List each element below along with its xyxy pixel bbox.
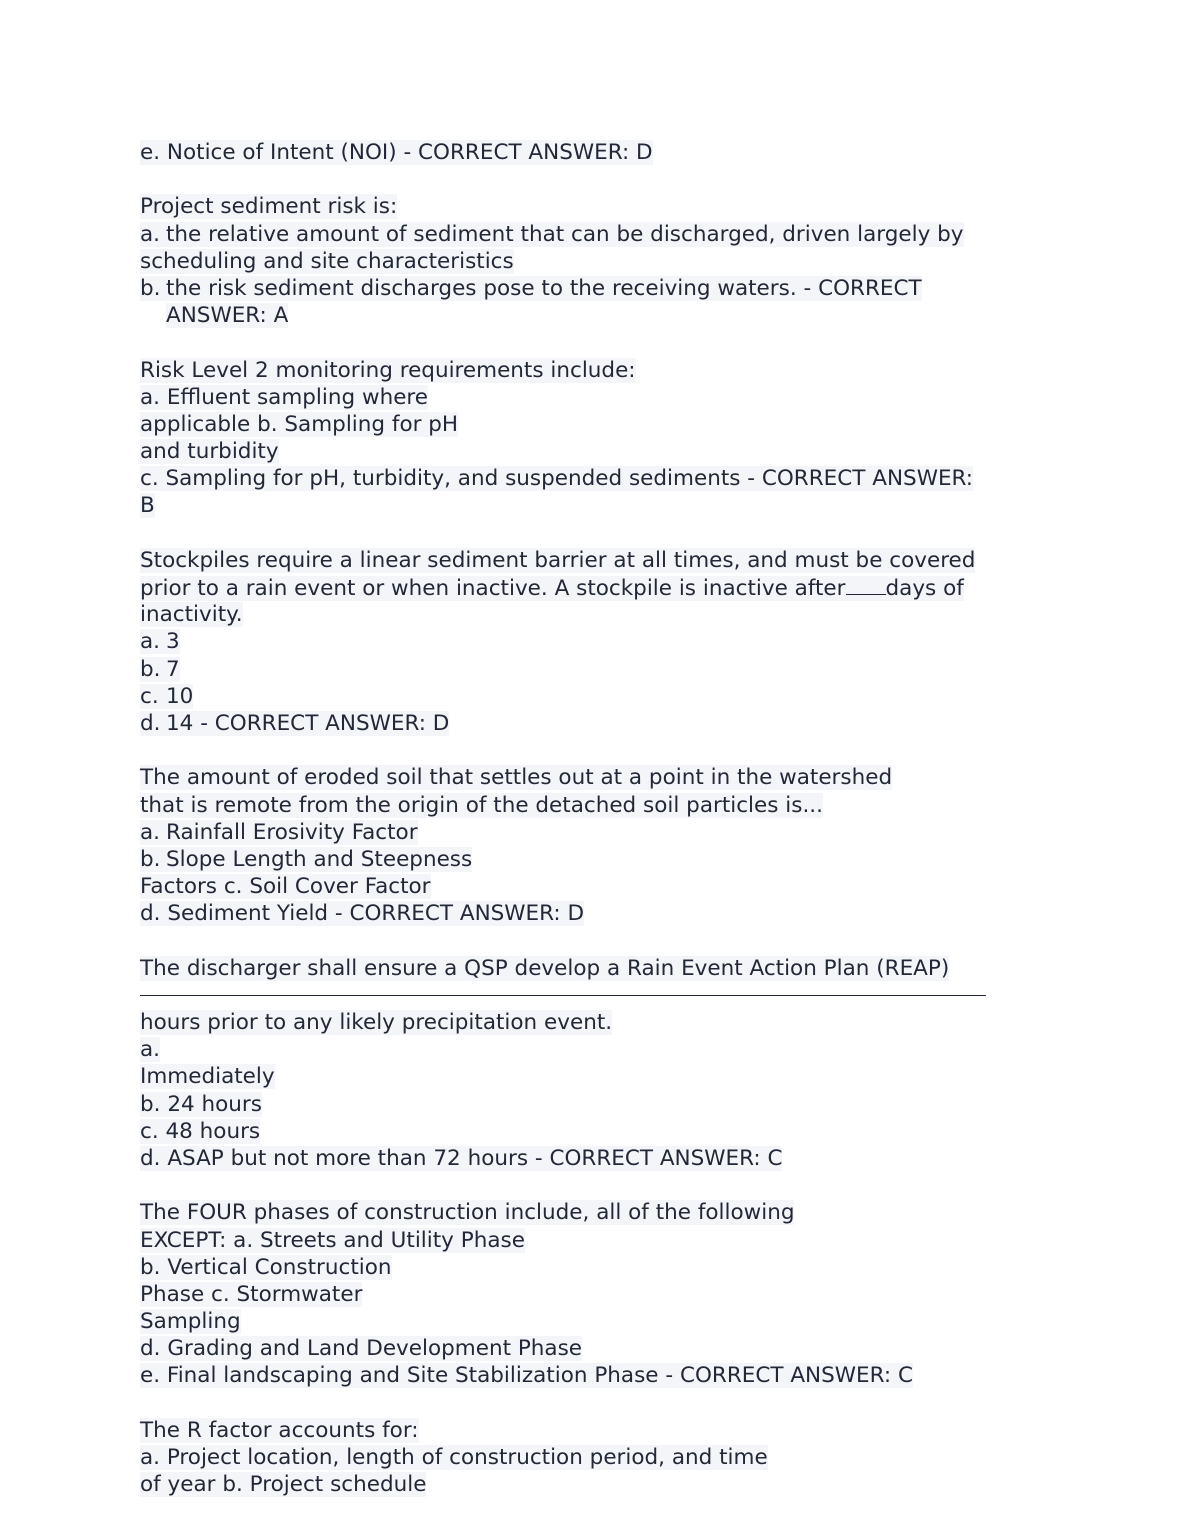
option-line [140, 1227, 1070, 1254]
option-line [140, 1281, 1070, 1308]
option-line [140, 1091, 1070, 1118]
question-line [140, 764, 1070, 791]
answer-line [140, 1362, 1070, 1389]
answer-text: B [140, 493, 155, 519]
answer-line [140, 139, 1070, 166]
option-line [140, 656, 1070, 683]
option-text: 7 [166, 656, 180, 682]
option-line [140, 1254, 1070, 1281]
option-line [140, 710, 1070, 737]
question-text: prior to a rain event or when inactive. A stockpile is inactive after [140, 576, 846, 601]
option-text: 3 [166, 629, 180, 655]
option-text: c. 48 hours [140, 1118, 261, 1144]
answer-text: e. Notice of Intent (NOI) - CORRECT ANSWER: D [140, 140, 653, 165]
option-label: a. [140, 819, 161, 845]
option-text: Slope Length and Steepness [166, 846, 473, 872]
option-line [140, 221, 1070, 248]
option-label: a. [140, 629, 161, 655]
option-line [140, 628, 1070, 655]
option-line [140, 275, 1070, 302]
option-text: Sampling [140, 1309, 241, 1335]
question-line [140, 574, 1070, 601]
option-line [140, 1444, 1070, 1471]
spacer [140, 927, 1070, 954]
answer-text: ANSWER: A [166, 303, 289, 329]
option-line [140, 1335, 1070, 1362]
question-line [140, 193, 1070, 220]
question-text: Risk Level 2 monitoring requirements include: [140, 357, 636, 383]
option-text: a. [140, 1037, 161, 1063]
option-text: the relative amount of sediment that can be discharged, driven largely by [166, 221, 964, 247]
question-line [140, 1199, 1070, 1226]
option-label: c. [140, 683, 159, 709]
spacer [140, 1390, 1070, 1417]
blank-rule [140, 982, 1070, 1009]
fill-blank [846, 574, 886, 595]
option-line [140, 411, 1070, 438]
question-text: The FOUR phases of construction include, all of the following [140, 1200, 795, 1226]
option-line [140, 846, 1070, 873]
option-line [140, 438, 1070, 465]
answer-line [140, 1145, 1070, 1172]
option-text: b. 24 hours [140, 1091, 262, 1117]
option-line [140, 384, 1070, 411]
document-page [140, 139, 1070, 1498]
question-line [140, 601, 1070, 628]
question-line [140, 1009, 1070, 1036]
option-line [140, 248, 1070, 275]
question-text: The amount of eroded soil that settles out at a point in the watershed [140, 765, 893, 791]
option-label: a. [140, 221, 161, 247]
question-text: The discharger shall ensure a QSP develop a Rain Event Action Plan (REAP) [140, 955, 950, 981]
option-label: b. [140, 656, 161, 682]
option-line [140, 1471, 1070, 1498]
answer-text: d. Sediment Yield - CORRECT ANSWER: D [140, 901, 585, 927]
option-label: b. [140, 846, 161, 872]
answer-line [140, 900, 1070, 927]
option-text: 10 [166, 683, 194, 709]
answer-line [140, 492, 1070, 519]
question-line [140, 1417, 1070, 1444]
option-line [140, 819, 1070, 846]
option-text: c. Sampling for pH, turbidity, and suspended sediments - CORRECT ANSWER: [140, 466, 974, 492]
option-text: Phase c. Stormwater [140, 1281, 363, 1307]
spacer [140, 329, 1070, 356]
question-line [140, 792, 1070, 819]
option-text: Rainfall Erosivity Factor [166, 819, 418, 845]
option-text: a. Effluent sampling where [140, 384, 429, 410]
option-text: d. Grading and Land Development Phase [140, 1336, 583, 1362]
question-text: inactivity. [140, 602, 243, 628]
question-text: days of [885, 576, 964, 601]
question-text: Stockpiles require a linear sediment barrier at all times, and must be covered [140, 547, 976, 573]
option-text: Factors c. Soil Cover Factor [140, 874, 431, 900]
answer-text: e. Final landscaping and Site Stabilization Phase - CORRECT ANSWER: C [140, 1363, 913, 1389]
question-text: Project sediment risk is: [140, 194, 398, 220]
option-text: a. Project location, length of construction period, and time [140, 1445, 768, 1470]
option-text: scheduling and site characteristics [140, 248, 514, 274]
option-text: EXCEPT: a. Streets and Utility Phase [140, 1227, 525, 1253]
option-line [140, 465, 1070, 492]
option-text: Immediately [140, 1064, 275, 1090]
answer-text: d. ASAP but not more than 72 hours - CORRECT ANSWER: C [140, 1145, 783, 1171]
option-text: b. Vertical Construction [140, 1254, 392, 1280]
option-text: the risk sediment discharges pose to the receiving waters. - CORRECT [166, 275, 922, 301]
spacer [140, 1172, 1070, 1199]
question-line [140, 357, 1070, 384]
question-text: that is remote from the origin of the detached soil particles is... [140, 792, 823, 818]
option-line [140, 873, 1070, 900]
question-text: hours prior to any likely precipitation event. [140, 1010, 613, 1035]
option-text: applicable b. Sampling for pH [140, 411, 459, 437]
option-line [140, 1118, 1070, 1145]
answer-text: 14 - CORRECT ANSWER: D [166, 710, 450, 736]
spacer [140, 166, 1070, 193]
spacer [140, 520, 1070, 547]
option-line [140, 1036, 1070, 1063]
spacer [140, 737, 1070, 764]
option-line [140, 1308, 1070, 1335]
question-line [140, 547, 1070, 574]
option-label: b. [140, 275, 161, 301]
question-text: The R factor accounts for: [140, 1417, 419, 1443]
option-text: and turbidity [140, 439, 279, 465]
option-label: d. [140, 710, 161, 736]
option-text: of year b. Project schedule [140, 1472, 427, 1498]
option-line [140, 302, 1070, 329]
question-line [140, 955, 1070, 982]
option-line [140, 1063, 1070, 1090]
option-line [140, 683, 1070, 710]
